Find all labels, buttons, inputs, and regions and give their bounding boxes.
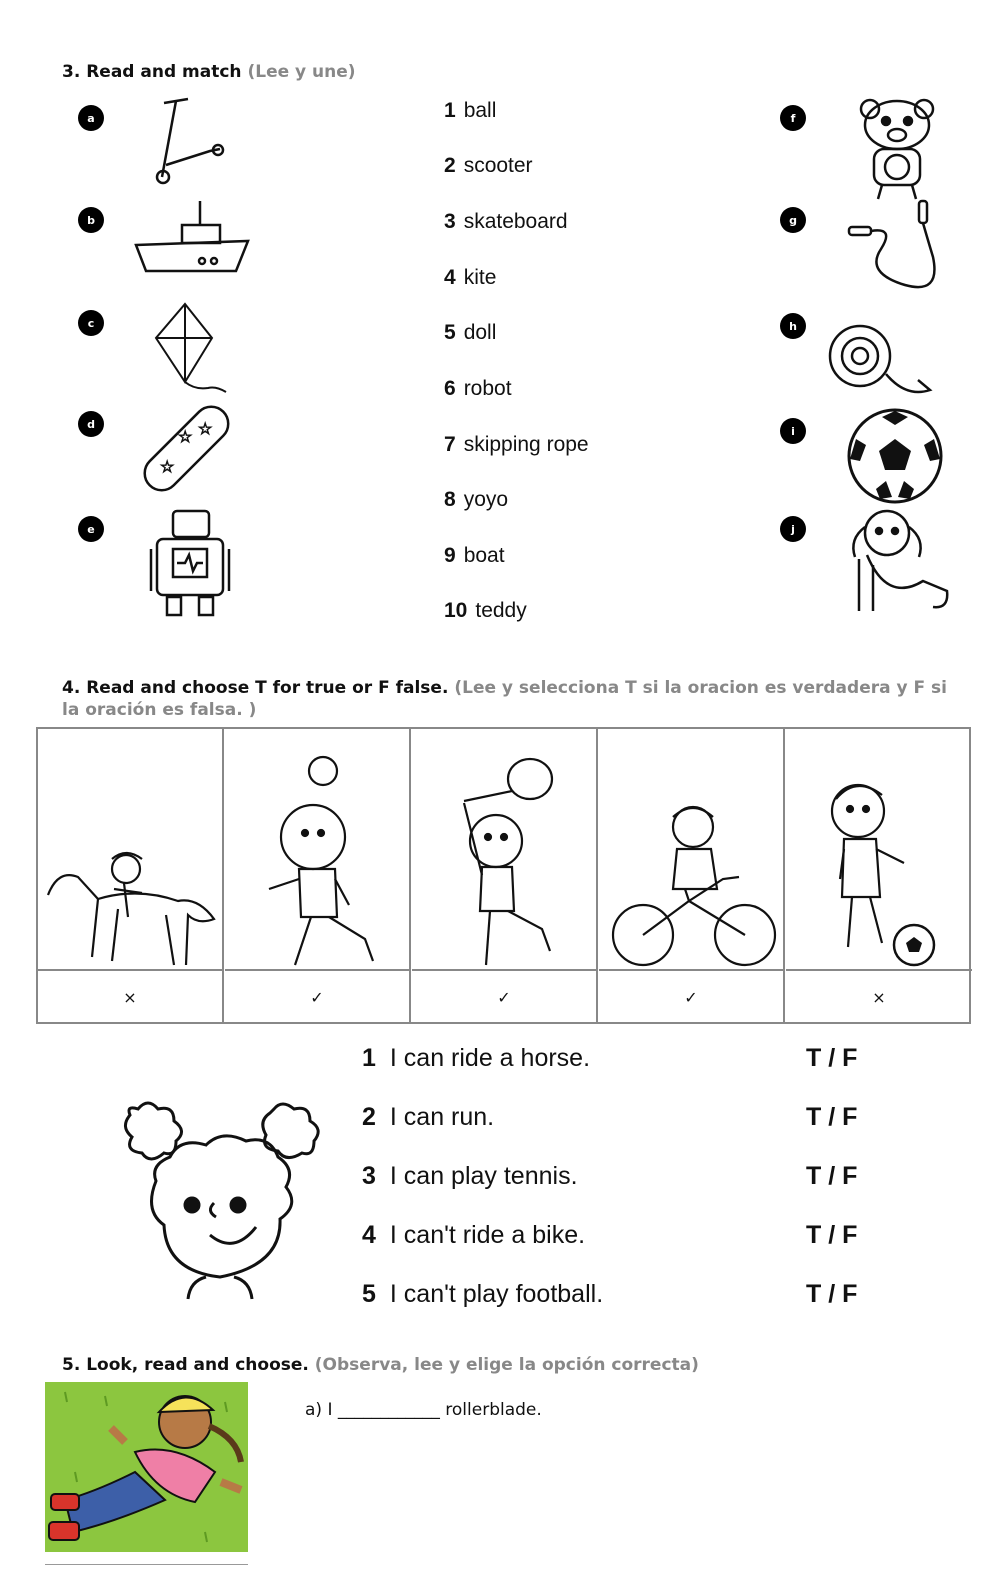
scooter-picture bbox=[150, 95, 230, 190]
svg-text:☆: ☆ bbox=[178, 427, 193, 446]
tf-choice-5[interactable]: T / F bbox=[806, 1280, 858, 1308]
badge-c: c bbox=[78, 310, 104, 336]
tf-choice-1[interactable]: T / F bbox=[806, 1044, 858, 1072]
badge-b: b bbox=[78, 207, 104, 233]
teddy-picture bbox=[852, 95, 942, 203]
word-item-5: 5 doll bbox=[444, 321, 497, 344]
word-item-8: 8 yoyo bbox=[444, 488, 509, 511]
ball-picture bbox=[846, 407, 944, 505]
statement-4: 4 I can't ride a bike. bbox=[362, 1221, 586, 1249]
cell-tennis bbox=[412, 729, 598, 969]
section3-subtitle: (Lee y une) bbox=[247, 62, 356, 82]
word-item-6: 6 robot bbox=[444, 377, 512, 400]
girl-horse-picture bbox=[38, 729, 222, 967]
section5-subtitle: (Observa, lee y elige la opción correcta) bbox=[314, 1355, 699, 1375]
badge-a: a bbox=[78, 105, 104, 131]
section5-heading bbox=[62, 1355, 699, 1375]
word-item-1: 1 ball bbox=[444, 99, 497, 122]
badge-e: e bbox=[78, 516, 104, 542]
sentence-a-suffix: rollerblade. bbox=[445, 1400, 542, 1420]
kite-picture bbox=[150, 300, 230, 400]
girl-tennis-picture bbox=[412, 729, 596, 967]
mark-1: × bbox=[38, 969, 224, 1024]
robot-picture bbox=[145, 505, 235, 625]
yoyo-picture bbox=[826, 320, 936, 405]
cell-horse bbox=[38, 729, 224, 969]
svg-text:☆: ☆ bbox=[198, 419, 213, 438]
answer-blank[interactable]: ____________ bbox=[337, 1400, 440, 1420]
doll-picture bbox=[845, 503, 953, 618]
mark-5: × bbox=[786, 969, 972, 1024]
badge-d: d bbox=[78, 411, 104, 437]
badge-i: i bbox=[780, 418, 806, 444]
picture-underline bbox=[45, 1564, 248, 1565]
section4-subtitle: (Lee y selecciona T si la oracion es verdadera y F si la oración es falsa. ) bbox=[62, 678, 947, 720]
svg-text:☆: ☆ bbox=[160, 457, 175, 476]
statement-2: 2 I can run. bbox=[362, 1103, 495, 1131]
boat-picture bbox=[132, 197, 252, 277]
girl-bike-picture bbox=[599, 729, 783, 967]
section5-title: 5. Look, read and choose. bbox=[62, 1355, 309, 1375]
mark-3: ✓ bbox=[412, 969, 598, 1024]
sentence-a-prefix: a) I bbox=[305, 1400, 333, 1420]
section4-title: 4. Read and choose T for true or F false. bbox=[62, 678, 449, 698]
activity-grid bbox=[36, 727, 971, 1024]
cell-run bbox=[225, 729, 411, 969]
word-item-10: 10 teddy bbox=[444, 599, 527, 622]
badge-j: j bbox=[780, 516, 806, 542]
cell-football bbox=[786, 729, 972, 969]
badge-f: f bbox=[780, 105, 806, 131]
tf-choice-4[interactable]: T / F bbox=[806, 1221, 858, 1249]
mark-4: ✓ bbox=[599, 969, 785, 1024]
section3-heading bbox=[62, 62, 356, 82]
tf-choice-2[interactable]: T / F bbox=[806, 1103, 858, 1131]
section4-heading bbox=[62, 677, 952, 721]
statement-1: 1 I can ride a horse. bbox=[362, 1044, 591, 1072]
badge-g: g bbox=[780, 207, 806, 233]
statement-3: 3 I can play tennis. bbox=[362, 1162, 578, 1190]
word-item-4: 4 kite bbox=[444, 266, 497, 289]
word-item-3: 3 skateboard bbox=[444, 210, 568, 233]
word-item-9: 9 boat bbox=[444, 544, 505, 567]
section3-title: 3. Read and match bbox=[62, 62, 242, 82]
word-item-2: 2 scooter bbox=[444, 154, 533, 177]
skateboard-picture bbox=[138, 402, 243, 502]
word-item-7: 7 skipping rope bbox=[444, 433, 589, 456]
badge-h: h bbox=[780, 313, 806, 339]
girl-football-picture bbox=[786, 729, 970, 967]
tf-choice-3[interactable]: T / F bbox=[806, 1162, 858, 1190]
statement-5: 5 I can't play football. bbox=[362, 1280, 604, 1308]
mark-2: ✓ bbox=[225, 969, 411, 1024]
girl-face-picture bbox=[110, 1095, 330, 1305]
rollerblade-picture bbox=[45, 1382, 248, 1552]
skipping-rope-picture bbox=[845, 197, 945, 299]
sentence-a bbox=[305, 1400, 542, 1420]
girl-running-picture bbox=[225, 729, 409, 967]
cell-bike bbox=[599, 729, 785, 969]
